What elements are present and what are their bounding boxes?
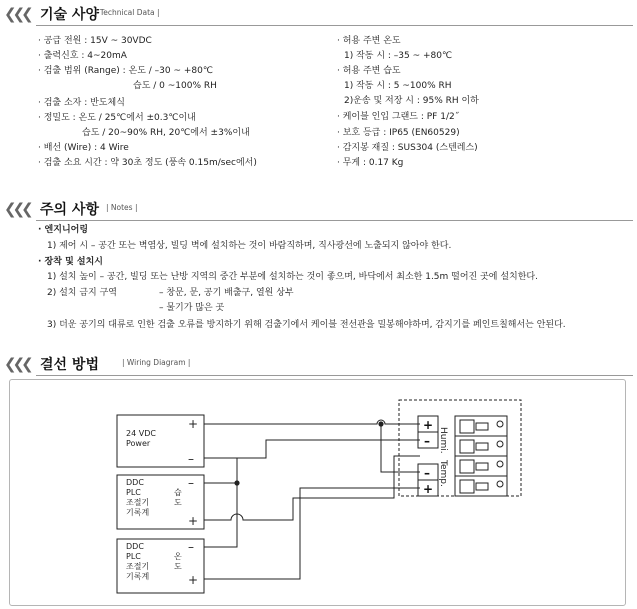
notes-title: 주의 사항: [40, 202, 99, 218]
spec-line: · 무게 : 0.17 Kg: [337, 158, 404, 168]
spec-line: · 보호 등급 : IP65 (EN60529): [337, 128, 460, 138]
spec-line: 습도 / 20~90% RH, 20℃에서 ±3%이내: [82, 128, 250, 138]
spec-line: · 케이블 인입 그랜드 : PF 1/2˝: [337, 112, 460, 122]
spec-line: 2)운송 및 저장 시 : 95% RH 이하: [344, 96, 479, 106]
divider: [36, 375, 633, 376]
wire-temp-signal: [204, 488, 420, 579]
ddc2-side-label: 도: [174, 562, 182, 571]
spec-line: 습도 / 0 ~100% RH: [133, 81, 217, 91]
notes-line: 1) 설치 높이 – 공간, 빌딩 또는 난방 지역의 중간 부분에 설치하는 것이 좋으며, 바닥에서 최소한 1.5m 떨어진 곳에 설치한다.: [47, 272, 538, 282]
spec-line: · 정밀도 : 온도 / 25℃에서 ±0.3℃이내: [38, 113, 196, 123]
ddc2-label: 조절기: [126, 562, 150, 571]
minus-sign: –: [188, 476, 194, 490]
ddc1-side-label: 습: [174, 488, 182, 497]
wire-temp-minus: [381, 424, 420, 472]
spec-line: 1) 작동 시 : 5 ~100% RH: [344, 81, 452, 91]
chevron-left-icon: ❮❮❮: [4, 200, 30, 218]
wiring-title: 결선 방법: [40, 357, 99, 373]
connector-slot: [460, 480, 474, 493]
notes-line: 3) 더운 공기의 대류로 인한 검출 오류를 방지하기 위해 검출기에서 케이블 전선관을 밀봉해야하며, 감지기를 페인트칠해서는 안된다.: [47, 320, 566, 330]
spec-line: · 허용 주변 온도: [337, 36, 401, 46]
notes-line: 1) 제어 시 – 공간 또는 벽염상, 빌딩 벽에 설치하는 것이 바람직하며, 직사광선에 노출되지 않아야 한다.: [47, 241, 452, 251]
notes-line: 2) 설치 금지 구역: [47, 288, 117, 298]
notes-heading: · 엔지니어링: [38, 225, 89, 235]
power-label-1: 24 VDC: [126, 429, 156, 438]
terminal-temp-label: Temp.: [438, 460, 448, 487]
connector-slot: [460, 420, 474, 433]
wiring-subtitle: | Wiring Diagram |: [122, 358, 191, 367]
terminal-humi-label: Humi.: [438, 427, 448, 454]
terminal-plus: +: [423, 418, 434, 432]
wiring-diagram: [10, 380, 625, 605]
wiring-diagram-frame: [9, 379, 626, 606]
ddc1-label: 조절기: [126, 498, 150, 507]
spec-line: · 공급 전원 : 15V ~ 30VDC: [38, 36, 152, 46]
connector-slot: [460, 440, 474, 453]
spec-line: · 허용 주변 습도: [337, 66, 401, 76]
wire-minus-bus: [204, 458, 237, 547]
notes-subtitle: | Notes |: [106, 203, 138, 212]
connector-slot: [460, 460, 474, 473]
plus-sign: +: [188, 514, 199, 528]
power-label-2: Power: [126, 439, 151, 448]
terminal-minus: –: [424, 466, 430, 480]
divider: [36, 25, 633, 26]
chevron-left-icon: ❮❮❮: [4, 5, 30, 23]
spec-line: · 감지봉 재질 : SUS304 (스텐레스): [337, 143, 478, 153]
terminal-plus: +: [423, 482, 434, 496]
section-header-wiring: [0, 354, 637, 376]
spec-line: 1) 작동 시 : –35 ~ +80℃: [344, 51, 453, 61]
ddc1-label: DDC: [126, 478, 144, 487]
wire-power-minus: [204, 440, 420, 458]
terminal-minus: –: [424, 434, 430, 448]
spec-line: · 출력신호 : 4~20mA: [38, 51, 127, 61]
divider: [36, 220, 633, 221]
wire-power-plus: [204, 420, 420, 424]
spec-line: · 배선 (Wire) : 4 Wire: [38, 143, 129, 153]
notes-line: – 창문, 문, 공기 배출구, 열원 상부: [159, 288, 294, 298]
notes-heading: · 장착 및 설치시: [38, 257, 103, 267]
plus-sign: +: [188, 573, 199, 587]
junction-dot: [234, 480, 239, 485]
plus-sign: +: [188, 417, 199, 431]
ddc1-label: 기록계: [126, 508, 150, 517]
ddc1-label: PLC: [126, 488, 141, 497]
spec-title: 기술 사양: [40, 7, 99, 23]
ddc2-label: 기록계: [126, 572, 150, 581]
minus-sign: –: [188, 452, 194, 466]
spec-line: · 검출 소요 시간 : 약 30초 정도 (풍속 0.15m/sec에서): [38, 158, 257, 168]
spec-line: · 검출 소자 : 반도체식: [38, 98, 125, 108]
spec-subtitle: | Technical Data |: [95, 8, 160, 17]
ddc2-label: PLC: [126, 552, 141, 561]
section-header-notes: [0, 199, 637, 221]
notes-line: – 물기가 많은 곳: [159, 303, 225, 313]
ddc2-label: DDC: [126, 542, 144, 551]
spec-line: · 검출 범위 (Range) : 온도 / –30 ~ +80℃: [38, 66, 213, 76]
junction-dot: [378, 421, 383, 426]
ddc2-side-label: 온: [174, 552, 182, 561]
minus-sign: –: [188, 540, 194, 554]
ddc1-side-label: 도: [174, 498, 182, 507]
chevron-left-icon: ❮❮❮: [4, 355, 30, 373]
section-header-spec: [0, 4, 637, 26]
